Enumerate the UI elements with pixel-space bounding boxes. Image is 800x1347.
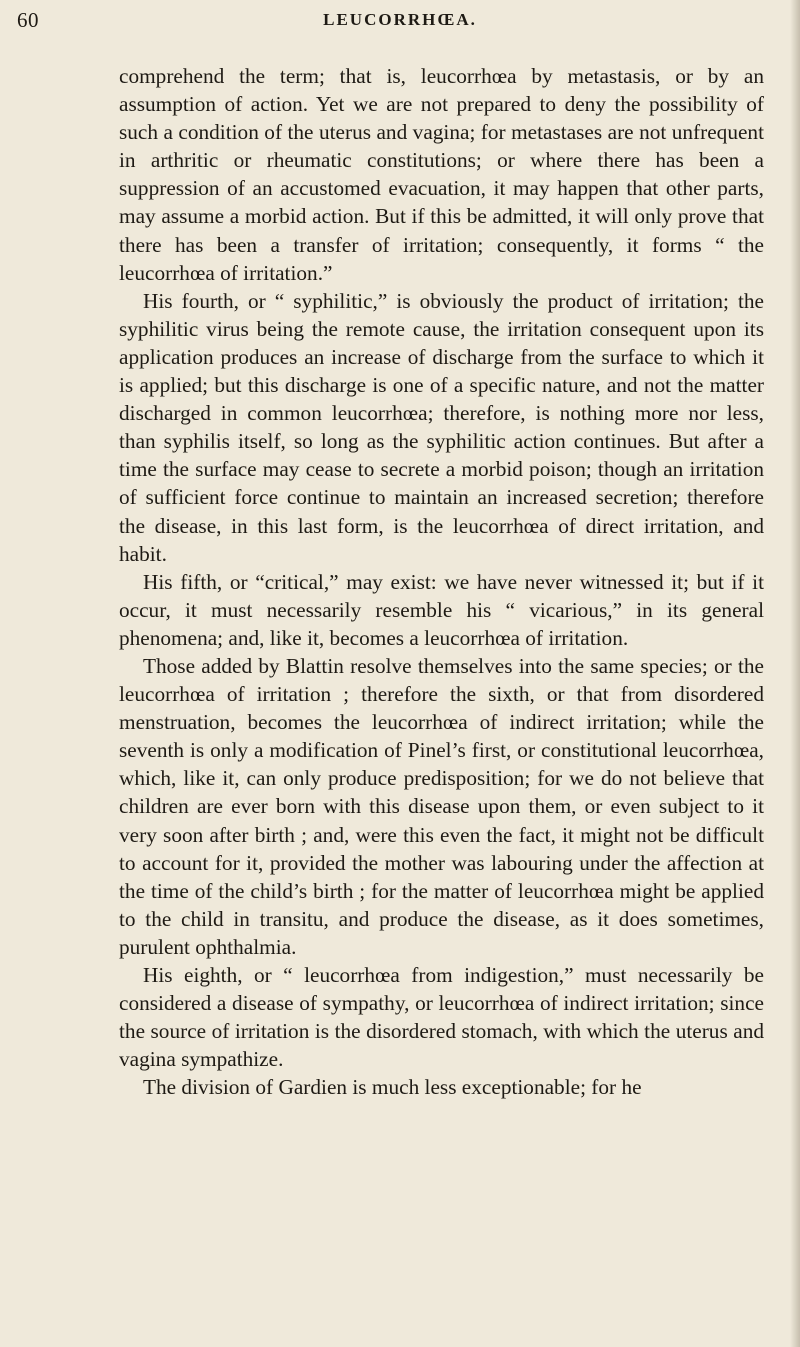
paragraph-eighth-species: His eighth, or “ leucorrhœa from indigestion,” must necessarily be considered a disease of sympathy, or leucorrhœa of indirect irritation; since the source of irritation is the disordered stomach, with which the uterus and vagina sympathize.: [119, 963, 764, 1072]
paragraph-fifth-species: His fifth, or “critical,” may exist: we have never witnessed it; but if it occur, it must necessarily resemble his “ vicarious,” in its general phenomena; and, like it, becomes a leucorrhœa of irritation.: [119, 569, 764, 650]
page-number: 60: [17, 8, 39, 32]
paragraph-fourth-species: His fourth, or “ syphilitic,” is obviously the product of irritation; the syphilitic virus being the remote cause, the irritation consequent upon its application produces an increase of discharge from the surface to which it is applied; but this discharge is one of a specific nature, and not the matter discharged in common leucorrhœa; therefore, is nothing more nor less, than syphilis itself, so long as the syphilitic action continues. But after a time the surface may cease to secrete a morbid poison; though an irritation of sufficient force continue to maintain an increased secretion; therefore the disease, in this last form, is the leucorrhœa of direct irritation, and habit.: [119, 288, 764, 566]
paragraph-continuation: comprehend the term; that is, leucorrhœa by metastasis, or by an assumption of action. Yet we are not prepared to deny the possibility of such a condition of the uterus and vagina; for metastases are not unfrequent in arthritic or rheumatic constitutions; or where there has been a suppression of an accustomed evacuation, it may happen that other parts, may assume a morbid action. But if this be admitted, it will only prove that there has been a transfer of irritation; consequently, it forms “ the leucorrhœa of irritation.”: [119, 64, 764, 285]
page-edge-shadow: [790, 0, 800, 1347]
page-header: [0, 4, 800, 44]
running-head: LEUCORRHŒA.: [323, 10, 477, 29]
paragraph-blattin-species: Those added by Blattin resolve themselves into the same species; or the leucorrhœa of irritation ; therefore the sixth, or that from disordered menstruation, becomes the leucorrhœa of indirect irritation; while the seventh is only a modification of Pinel’s first, or constitutional leucorrhœa, which, like it, can only produce predisposition; for we do not believe that children are ever born with this disease upon them, or even subject to it very soon after birth ; and, were this even the fact, it might not be difficult to account for it, provided the mother was labouring under the affection at the time of the child’s birth ; for the matter of leucorrhœa might be applied to the child in transitu, and produce the disease, as it does sometimes, purulent ophthalmia.: [119, 653, 764, 959]
body-text: [119, 62, 764, 1101]
paragraph-gardien-division: The division of Gardien is much less exceptionable; for he: [143, 1075, 642, 1100]
